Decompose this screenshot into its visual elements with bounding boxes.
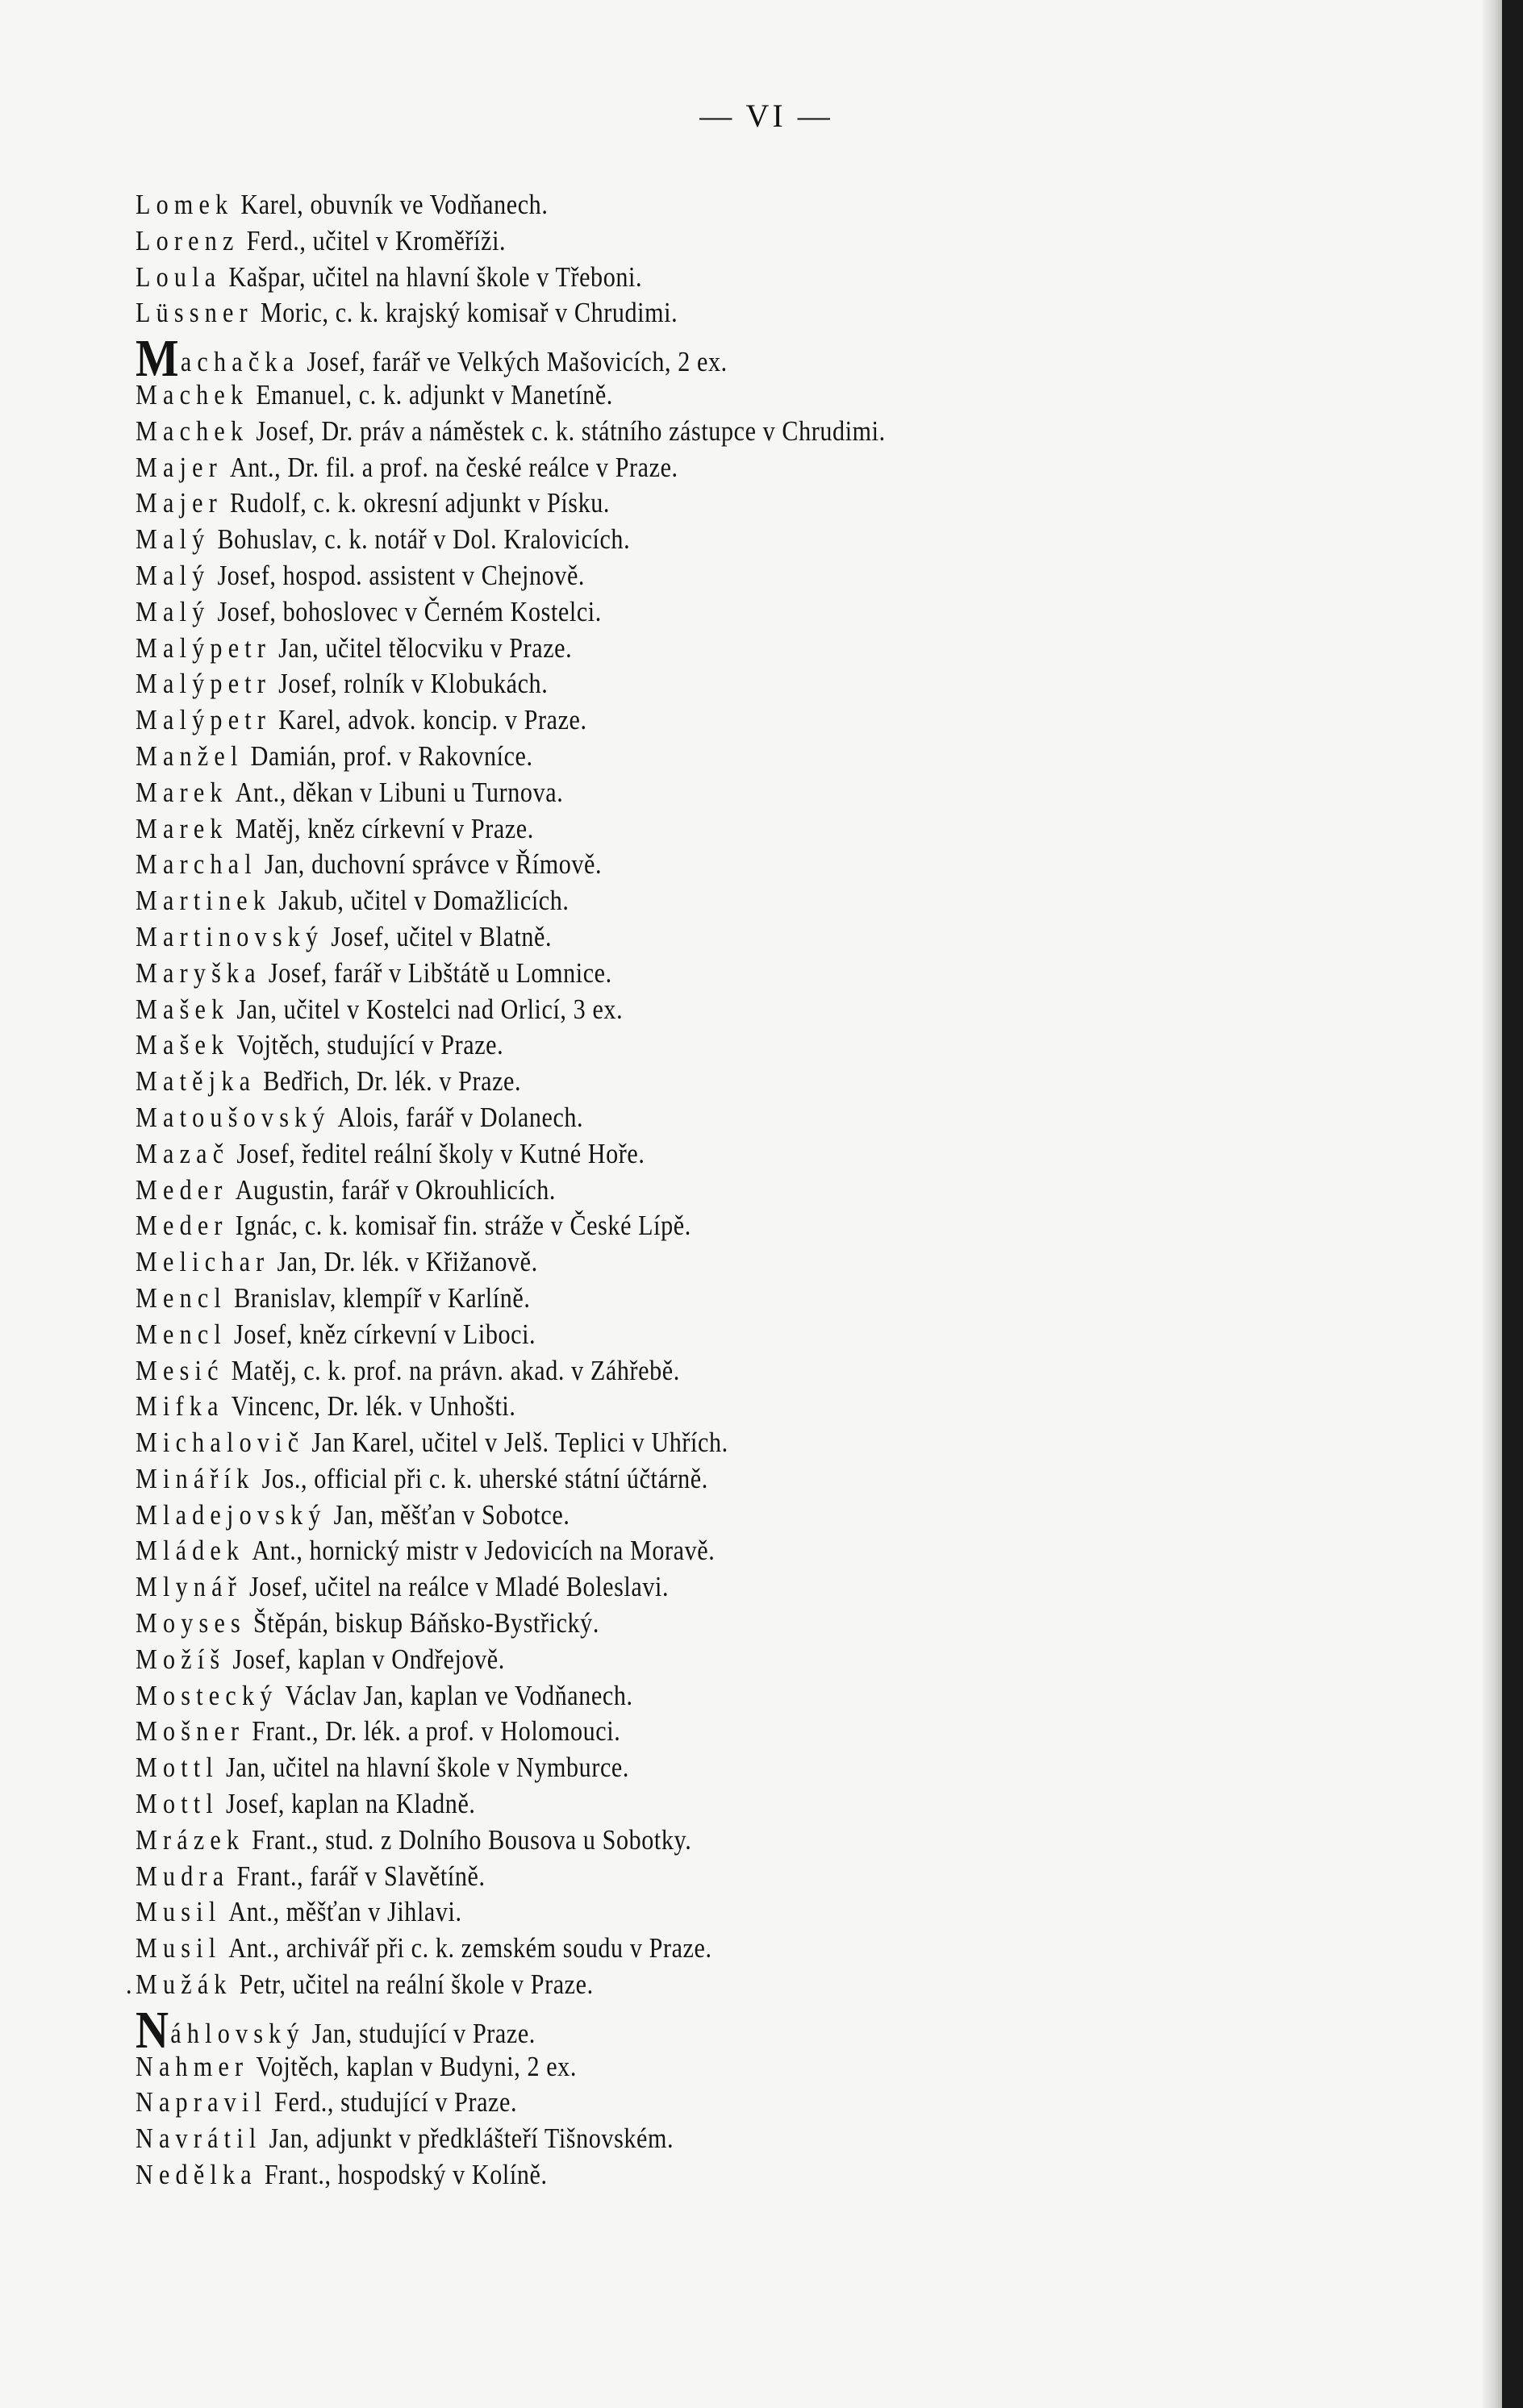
- list-entry: [136, 1100, 1259, 1136]
- list-entry: [136, 414, 1259, 450]
- entry-surname: Malý: [136, 523, 211, 556]
- entry-details: Matěj, c. k. prof. na právn. akad. v Záhřebě.: [231, 1354, 680, 1386]
- entry-details: Jan, učitel na hlavní škole v Nymburce.: [226, 1752, 629, 1784]
- entry-details: Jakub, učitel v Domažlicích.: [278, 885, 570, 917]
- entry-details: Jan, studující v Praze.: [311, 2017, 536, 2049]
- entry-details: Karel, obuvník ve Vodňanech.: [240, 189, 549, 220]
- entry-details: Bohuslav, c. k. notář v Dol. Kralovicích.: [217, 523, 631, 556]
- list-entry: [136, 2049, 1259, 2085]
- list-entry: [136, 1389, 1259, 1425]
- entry-details: Karel, advok. koncip. v Praze.: [278, 704, 587, 736]
- entry-details: Alois, farář v Dolanech.: [337, 1101, 584, 1133]
- list-entry: [136, 775, 1259, 811]
- entry-surname: Mencl: [136, 1318, 227, 1350]
- entry-surname: Mošner: [136, 1715, 245, 1748]
- subscriber-list: [125, 187, 1442, 2193]
- entry-surname: Mládek: [136, 1535, 245, 1567]
- list-entry: [136, 2085, 1259, 2121]
- entry-details: Ant., archivář při c. k. zemském soudu v Praze.: [228, 1932, 712, 1964]
- list-entry: [136, 1498, 1259, 1534]
- entry-details: Josef, kaplan v Ondřejově.: [232, 1643, 505, 1675]
- list-entry: [136, 631, 1259, 667]
- entry-details: Ant., měšťan v Jihlavi.: [228, 1896, 462, 1928]
- list-entry: [136, 1678, 1259, 1714]
- list-entry: [136, 2157, 1259, 2193]
- list-entry: [136, 1931, 1259, 1967]
- entry-details: Ferd., studující v Praze.: [274, 2086, 518, 2118]
- list-entry: [136, 1425, 1259, 1461]
- entry-surname: Mifka: [136, 1390, 224, 1423]
- entry-details: Štěpán, biskup Báňsko-Bystřický.: [253, 1607, 599, 1639]
- list-entry: [136, 739, 1259, 775]
- list-entry: [136, 1786, 1259, 1823]
- list-entry: [136, 2121, 1259, 2157]
- entry-surname: Možíš: [136, 1643, 226, 1675]
- entry-details: Frant., farář v Slavětíně.: [236, 1860, 486, 1892]
- entry-details: Josef, kaplan na Kladně.: [226, 1788, 476, 1820]
- list-entry: [136, 1173, 1259, 1209]
- list-entry: [136, 1714, 1259, 1750]
- entry-details: Jan, učitel v Kostelci nad Orlicí, 3 ex.: [236, 993, 624, 1025]
- entry-surname: Majer: [136, 451, 223, 483]
- list-entry: [136, 377, 1259, 414]
- list-entry: [136, 1136, 1259, 1173]
- list-entry: [136, 1317, 1259, 1353]
- list-entry: [136, 666, 1259, 702]
- entry-details: Jan, duchovní správce v Římově.: [264, 848, 603, 881]
- entry-surname: Machek: [136, 378, 249, 410]
- entry-details: Frant., Dr. lék. a prof. v Holomouci.: [252, 1715, 621, 1748]
- list-entry: [136, 883, 1259, 919]
- entry-details: Jan, měšťan v Sobotce.: [333, 1498, 570, 1531]
- entry-details: Josef, kněz církevní v Liboci.: [234, 1318, 536, 1350]
- list-entry: [136, 956, 1259, 992]
- list-entry: [136, 594, 1259, 631]
- entry-surname: Mazač: [136, 1137, 230, 1169]
- entry-details: Ignác, c. k. komisař fin. stráže v České Lípě.: [235, 1210, 691, 1242]
- entry-surname: Matějka: [136, 1065, 257, 1098]
- entry-details: Damián, prof. v Rakovníce.: [250, 739, 533, 772]
- entry-details: Josef, ředitel reální školy v Kutné Hoře.: [236, 1137, 645, 1169]
- entry-surname: Marchal: [136, 848, 257, 881]
- entry-details: Ant., hornický mistr v Jedovicích na Moravě.: [252, 1535, 716, 1567]
- list-entry: [136, 1823, 1259, 1859]
- entry-details: Jan Karel, učitel v Jelš. Teplici v Uhřích.: [311, 1427, 728, 1459]
- entry-details: Ant., Dr. fil. a prof. na české reálce v Praze.: [230, 451, 678, 483]
- entry-details: Josef, učitel v Blatně.: [331, 920, 553, 952]
- entry-details: Václav Jan, kaplan ve Vodňanech.: [285, 1679, 633, 1711]
- list-entry: [136, 1894, 1259, 1931]
- entry-surname: Musil: [136, 1932, 222, 1964]
- entry-surname: Mostecký: [136, 1679, 278, 1711]
- entry-details: Ant., děkan v Libuni u Turnova.: [235, 776, 564, 808]
- entry-details: Rudolf, c. k. okresní adjunkt v Písku.: [230, 487, 611, 519]
- entry-surname: Musil: [136, 1896, 222, 1928]
- entry-details: Josef, Dr. práv a náměstek c. k. státního zástupce v Chrudimi.: [256, 415, 886, 447]
- entry-details: Jos., official při c. k. uherské státní účtárně.: [261, 1462, 708, 1494]
- entry-surname: Mudra: [136, 1860, 230, 1892]
- list-entry: [136, 223, 1259, 260]
- page-edge-shadow: [1483, 0, 1502, 2408]
- entry-details: Branislav, klempíř v Karlíně.: [234, 1281, 531, 1314]
- entry-surname: Maryška: [136, 956, 261, 989]
- list-entry: [136, 1208, 1259, 1244]
- list-entry: [136, 919, 1259, 956]
- entry-surname: Minářík: [136, 1462, 255, 1494]
- list-entry: [136, 1642, 1259, 1678]
- list-entry: [136, 450, 1259, 486]
- list-entry: [136, 1461, 1259, 1498]
- entry-surname: áhlovský: [170, 2017, 305, 2049]
- list-entry: [136, 295, 1259, 331]
- entry-details: Jan, adjunkt v předklášteří Tišnovském.: [269, 2123, 674, 2155]
- entry-surname: Machek: [136, 415, 249, 447]
- entry-details: Frant., hospodský v Kolíně.: [264, 2159, 548, 2191]
- entry-surname: Meder: [136, 1210, 228, 1242]
- entry-surname: Mašek: [136, 1029, 230, 1061]
- entry-surname: achačka: [180, 346, 300, 378]
- entry-details: Petr, učitel na reální škole v Praze.: [239, 1968, 594, 2001]
- entry-details: Bedřich, Dr. lék. v Praze.: [263, 1065, 522, 1098]
- entry-surname: Malýpetr: [136, 668, 272, 700]
- entry-details: Josef, učitel na reálce v Mladé Boleslavi.: [248, 1571, 670, 1603]
- entry-details: Kašpar, učitel na hlavní škole v Třeboni.: [228, 260, 643, 293]
- list-entry: [136, 1281, 1259, 1317]
- list-entry: [136, 1064, 1259, 1100]
- entry-surname: Michalovič: [136, 1427, 305, 1459]
- entry-surname: Melichar: [136, 1246, 270, 1278]
- entry-details: Emanuel, c. k. adjunkt v Manetíně.: [256, 378, 613, 410]
- entry-details: Josef, rolník v Klobukách.: [278, 668, 549, 700]
- entry-surname: Nahmer: [136, 2050, 249, 2082]
- list-entry: [136, 260, 1259, 296]
- entry-surname: Malý: [136, 559, 211, 591]
- entry-surname: Mladejovský: [136, 1498, 327, 1531]
- list-entry: [136, 485, 1259, 522]
- entry-details: Vojtěch, kaplan v Budyni, 2 ex.: [256, 2050, 577, 2082]
- list-entry: [136, 811, 1259, 848]
- list-entry: [125, 1967, 1259, 2003]
- entry-details: Moric, c. k. krajský komisař v Chrudimi.: [260, 297, 678, 329]
- list-entry: [136, 522, 1259, 558]
- entry-surname: Manžel: [136, 739, 244, 772]
- section-initial: M: [136, 329, 179, 389]
- entry-surname: Marek: [136, 812, 228, 844]
- list-entry: [136, 1569, 1259, 1606]
- entry-surname: Mlynář: [136, 1571, 242, 1603]
- section-initial: N: [136, 2000, 169, 2060]
- entry-details: Frant., stud. z Dolního Bousova u Sobotky.: [252, 1823, 692, 1856]
- entry-lead-mark: .: [125, 1968, 132, 2001]
- entry-surname: Meder: [136, 1173, 228, 1206]
- entry-surname: Mottl: [136, 1788, 219, 1820]
- entry-surname: Mencl: [136, 1281, 227, 1314]
- list-entry: [136, 847, 1259, 883]
- list-entry: [136, 992, 1259, 1028]
- entry-surname: Mašek: [136, 993, 230, 1025]
- list-entry: [136, 558, 1259, 594]
- entry-surname: Lomek: [136, 189, 234, 220]
- entry-surname: Mesić: [136, 1354, 224, 1386]
- entry-surname: Martinek: [136, 885, 272, 917]
- list-entry: [136, 187, 1259, 223]
- entry-surname: Martinovský: [136, 920, 324, 952]
- entry-surname: Mrázek: [136, 1823, 245, 1856]
- list-entry: [136, 1750, 1259, 1786]
- entry-surname: Majer: [136, 487, 223, 519]
- entry-surname: Lüssner: [136, 297, 253, 329]
- entry-details: Josef, bohoslovec v Černém Kostelci.: [217, 595, 602, 627]
- entry-surname: Marek: [136, 776, 228, 808]
- list-entry: [136, 1353, 1259, 1389]
- list-entry: [136, 1606, 1259, 1642]
- entry-details: Vincenc, Dr. lék. v Unhošti.: [231, 1390, 516, 1423]
- entry-surname: Mužák: [136, 1968, 232, 2001]
- entry-surname: Malý: [136, 595, 211, 627]
- entry-details: Josef, farář v Libštátě u Lomnice.: [268, 956, 612, 989]
- list-entry: [136, 1859, 1259, 1895]
- entry-details: Augustin, farář v Okrouhlicích.: [235, 1173, 557, 1206]
- entry-surname: Malýpetr: [136, 631, 272, 664]
- entry-details: Josef, farář ve Velkých Mašovicích, 2 ex.: [307, 346, 728, 378]
- list-entry: [136, 329, 1259, 389]
- page-number: — VI —: [699, 98, 833, 134]
- entry-details: Josef, hospod. assistent v Chejnově.: [217, 559, 586, 591]
- entry-surname: Matoušovský: [136, 1101, 331, 1133]
- entry-details: Jan, Dr. lék. v Křižanově.: [277, 1246, 538, 1278]
- entry-surname: Moyses: [136, 1607, 246, 1639]
- list-entry: [136, 702, 1259, 739]
- entry-details: Ferd., učitel v Kroměříži.: [246, 224, 507, 256]
- entry-surname: Nedělka: [136, 2159, 257, 2191]
- entry-surname: Lorenz: [136, 224, 240, 256]
- list-entry: [136, 1533, 1259, 1569]
- entry-surname: Navrátil: [136, 2123, 262, 2155]
- entry-surname: Loula: [136, 260, 222, 293]
- entry-details: Matěj, kněz církevní v Praze.: [235, 812, 534, 844]
- list-entry: [136, 2000, 1259, 2060]
- list-entry: [136, 1244, 1259, 1281]
- entry-surname: Napravil: [136, 2086, 268, 2118]
- entry-surname: Malýpetr: [136, 704, 272, 736]
- entry-details: Vojtěch, studující v Praze.: [236, 1029, 504, 1061]
- entry-details: Jan, učitel tělocviku v Praze.: [278, 631, 573, 664]
- list-entry: [136, 1027, 1259, 1064]
- entry-surname: Mottl: [136, 1752, 219, 1784]
